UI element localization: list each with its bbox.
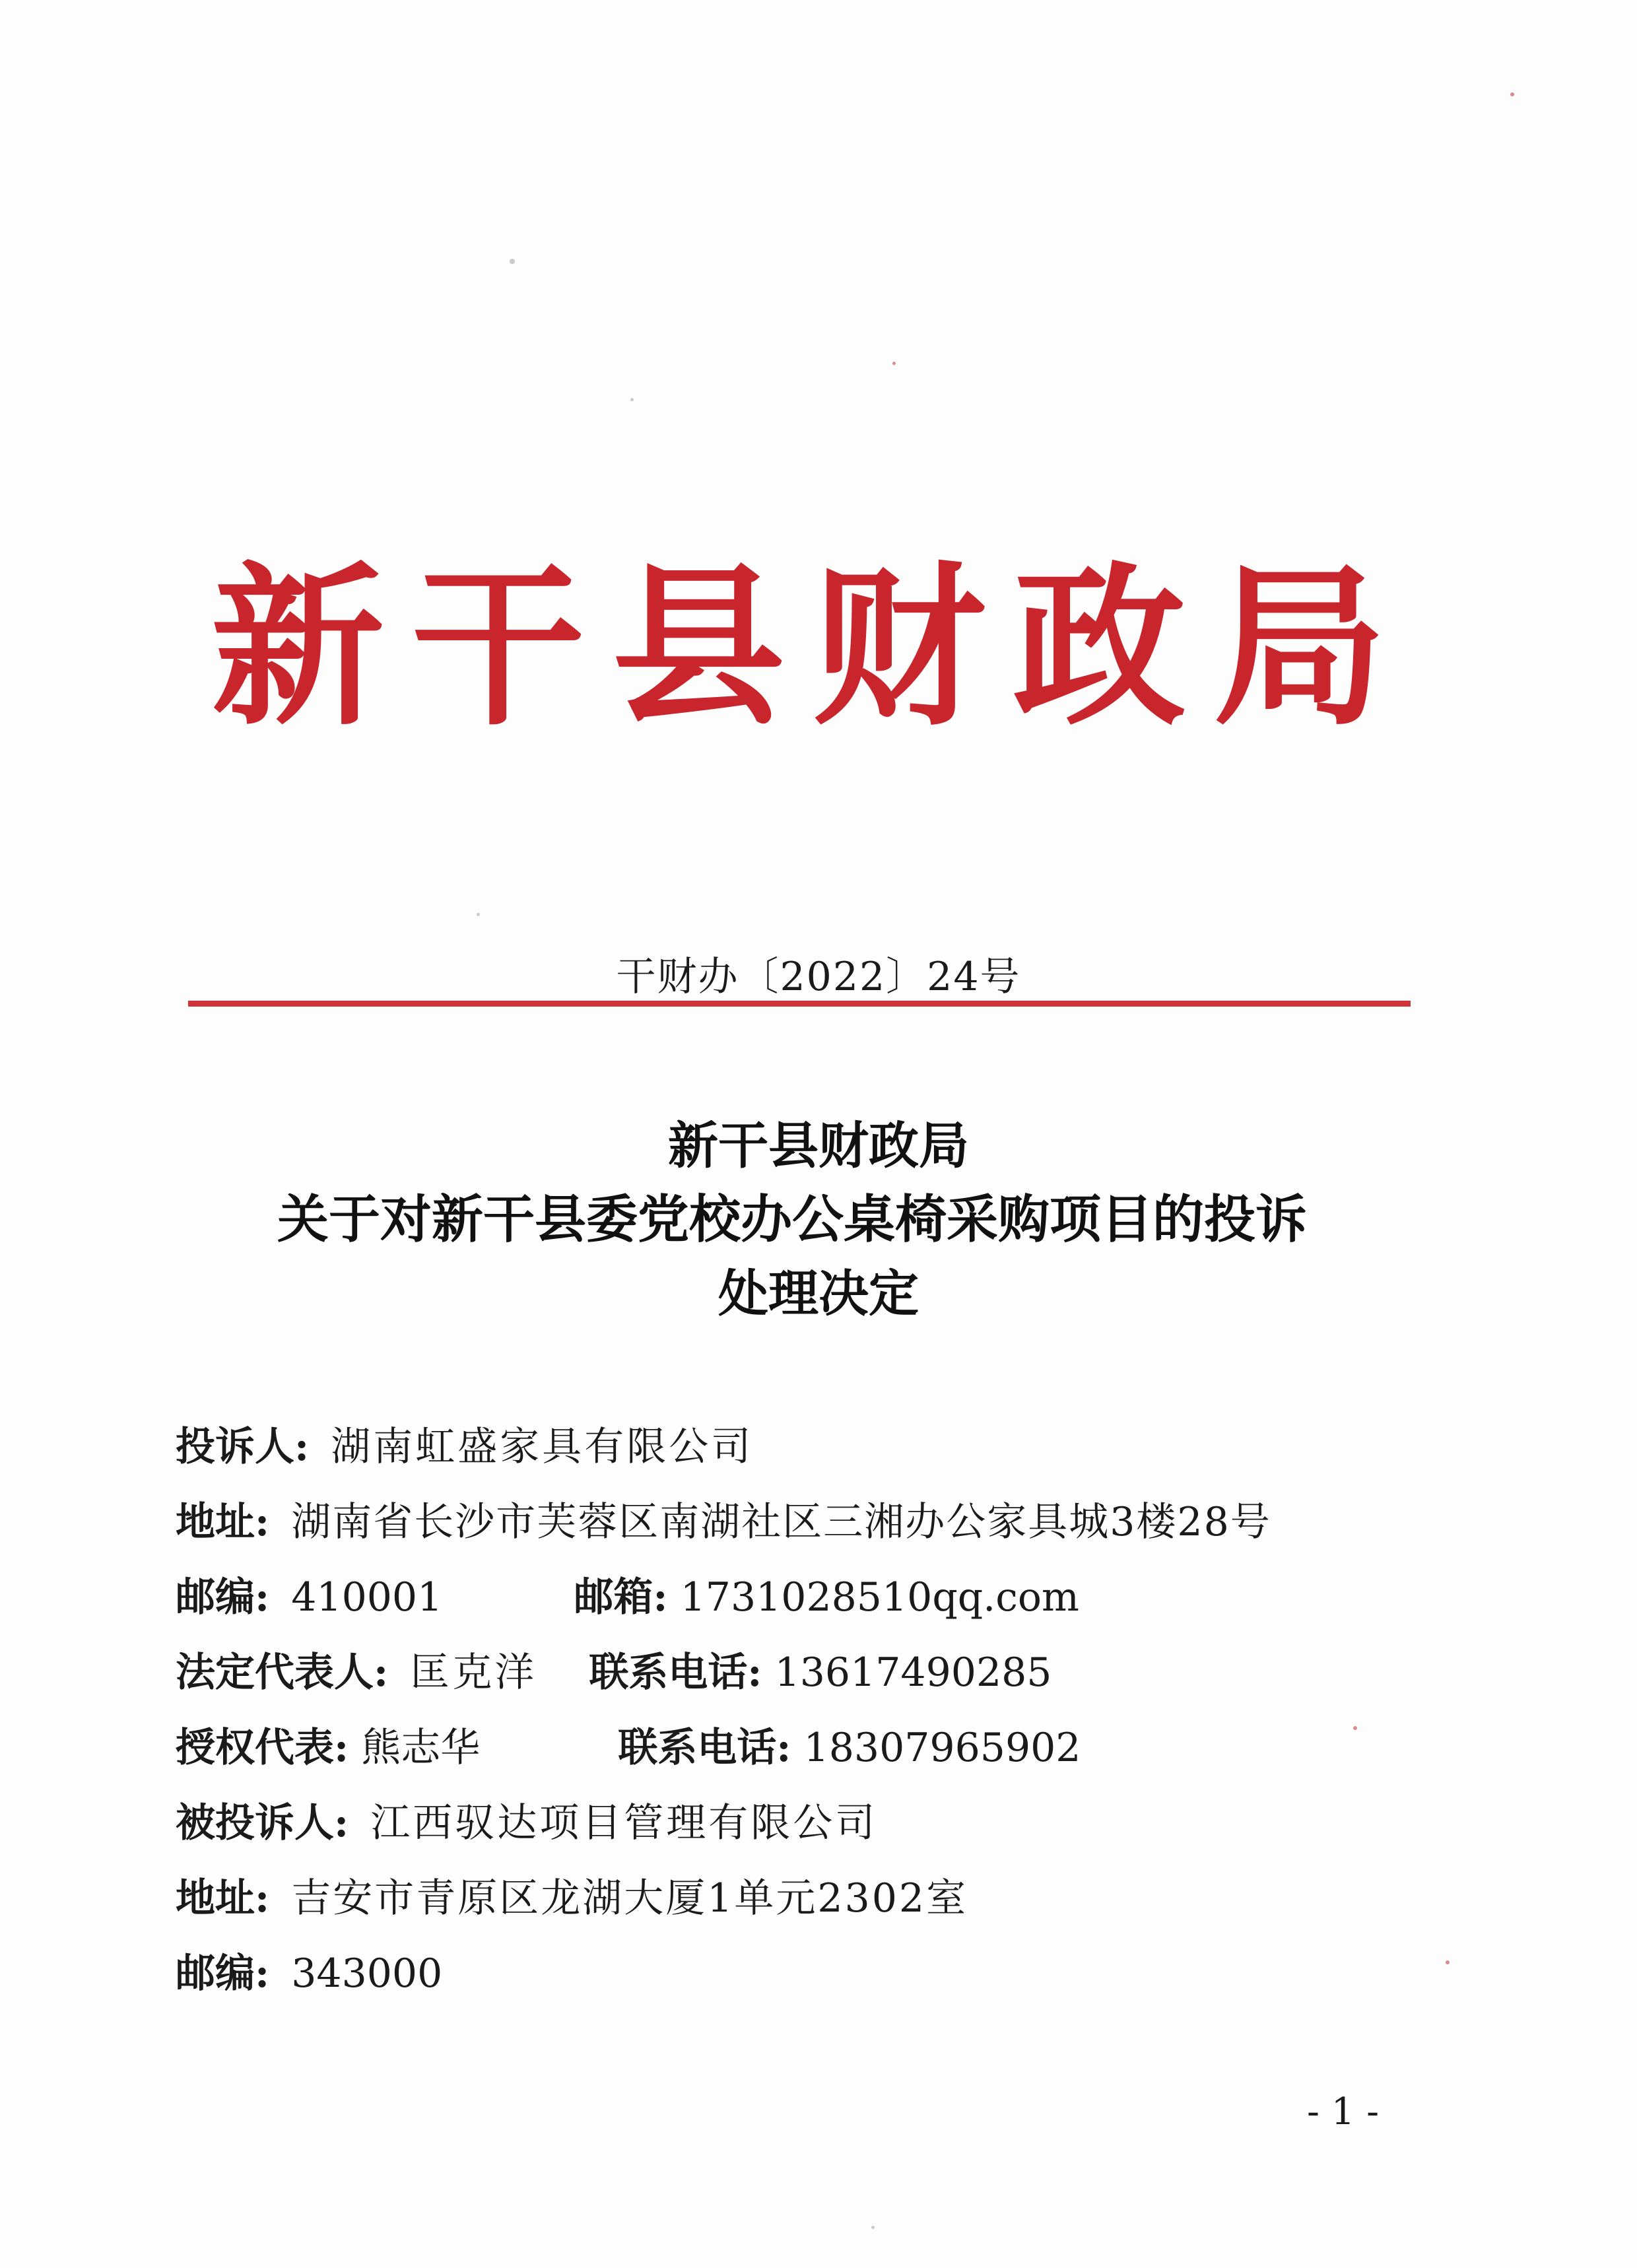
agency-header [211, 545, 1386, 749]
respondent-postcode-label: 邮编: [176, 1951, 270, 1997]
authorized-phone-label: 联系电话: [618, 1725, 791, 1771]
respondent-postcode: 343000 [291, 1951, 443, 1997]
legal-representative-label: 法定代表人: [176, 1650, 389, 1696]
legal-representative-row [176, 1646, 1052, 1699]
scan-speck [1510, 92, 1514, 96]
complainant-address-label: 地址: [176, 1499, 270, 1545]
agency-header-char: 县 [612, 545, 785, 749]
document-number: 干财办〔2022〕24号 [616, 954, 1021, 1000]
scan-speck [892, 362, 896, 365]
respondent-address-row [176, 1872, 968, 1925]
agency-header-char: 局 [1213, 545, 1386, 749]
title-line-2: 关于对新干县委党校办公桌椅采购项目的投诉 [277, 1189, 1307, 1250]
scan-speck [630, 398, 634, 401]
respondent-name: 江西驭达项目管理有限公司 [370, 1800, 878, 1846]
respondent-address-label: 地址: [176, 1875, 270, 1921]
complainant-postcode-row [176, 1571, 1079, 1624]
complainant-address-row [176, 1496, 1271, 1549]
respondent-row [176, 1797, 877, 1850]
complainant-email-label: 邮箱: [574, 1574, 668, 1620]
complainant-postcode-label: 邮编: [176, 1574, 270, 1620]
legal-phone: 13617490285 [774, 1650, 1052, 1696]
authorized-phone: 18307965902 [803, 1725, 1081, 1771]
legal-representative-name: 匡克洋 [410, 1650, 537, 1696]
authorized-representative-name: 熊志华 [361, 1725, 481, 1771]
complainant-name: 湖南虹盛家具有限公司 [331, 1424, 754, 1470]
complainant-email: 1731028510qq.com [680, 1574, 1079, 1620]
respondent-postcode-row [176, 1947, 442, 2000]
respondent-address: 吉安市青原区龙湖大厦1单元2302室 [291, 1875, 968, 1921]
scan-speck [510, 259, 515, 264]
scan-speck [1446, 1960, 1450, 1964]
agency-header-char: 财 [812, 545, 986, 749]
page-number: - 1 - [1307, 2090, 1380, 2133]
agency-header-char: 干 [411, 545, 585, 749]
document-title [0, 1109, 1637, 1331]
complainant-postcode: 410001 [291, 1574, 443, 1620]
scan-speck [1353, 1726, 1357, 1730]
complainant-label: 投诉人: [176, 1424, 310, 1470]
title-line-3: 处理决定 [718, 1264, 919, 1323]
authorized-representative-label: 授权代表: [176, 1725, 349, 1771]
agency-header-char: 新 [211, 545, 384, 749]
authorized-representative-row [176, 1721, 1081, 1774]
respondent-label: 被投诉人: [176, 1800, 349, 1846]
legal-phone-label: 联系电话: [589, 1650, 762, 1696]
complainant-row [176, 1420, 753, 1473]
title-line-1: 新干县财政局 [668, 1116, 969, 1175]
scan-speck [477, 913, 480, 916]
agency-header-char: 政 [1013, 545, 1186, 749]
scan-speck [871, 2226, 875, 2229]
complainant-address: 湖南省长沙市芙蓉区南湖社区三湘办公家具城3楼28号 [291, 1499, 1271, 1545]
red-separator-line [188, 1001, 1411, 1007]
